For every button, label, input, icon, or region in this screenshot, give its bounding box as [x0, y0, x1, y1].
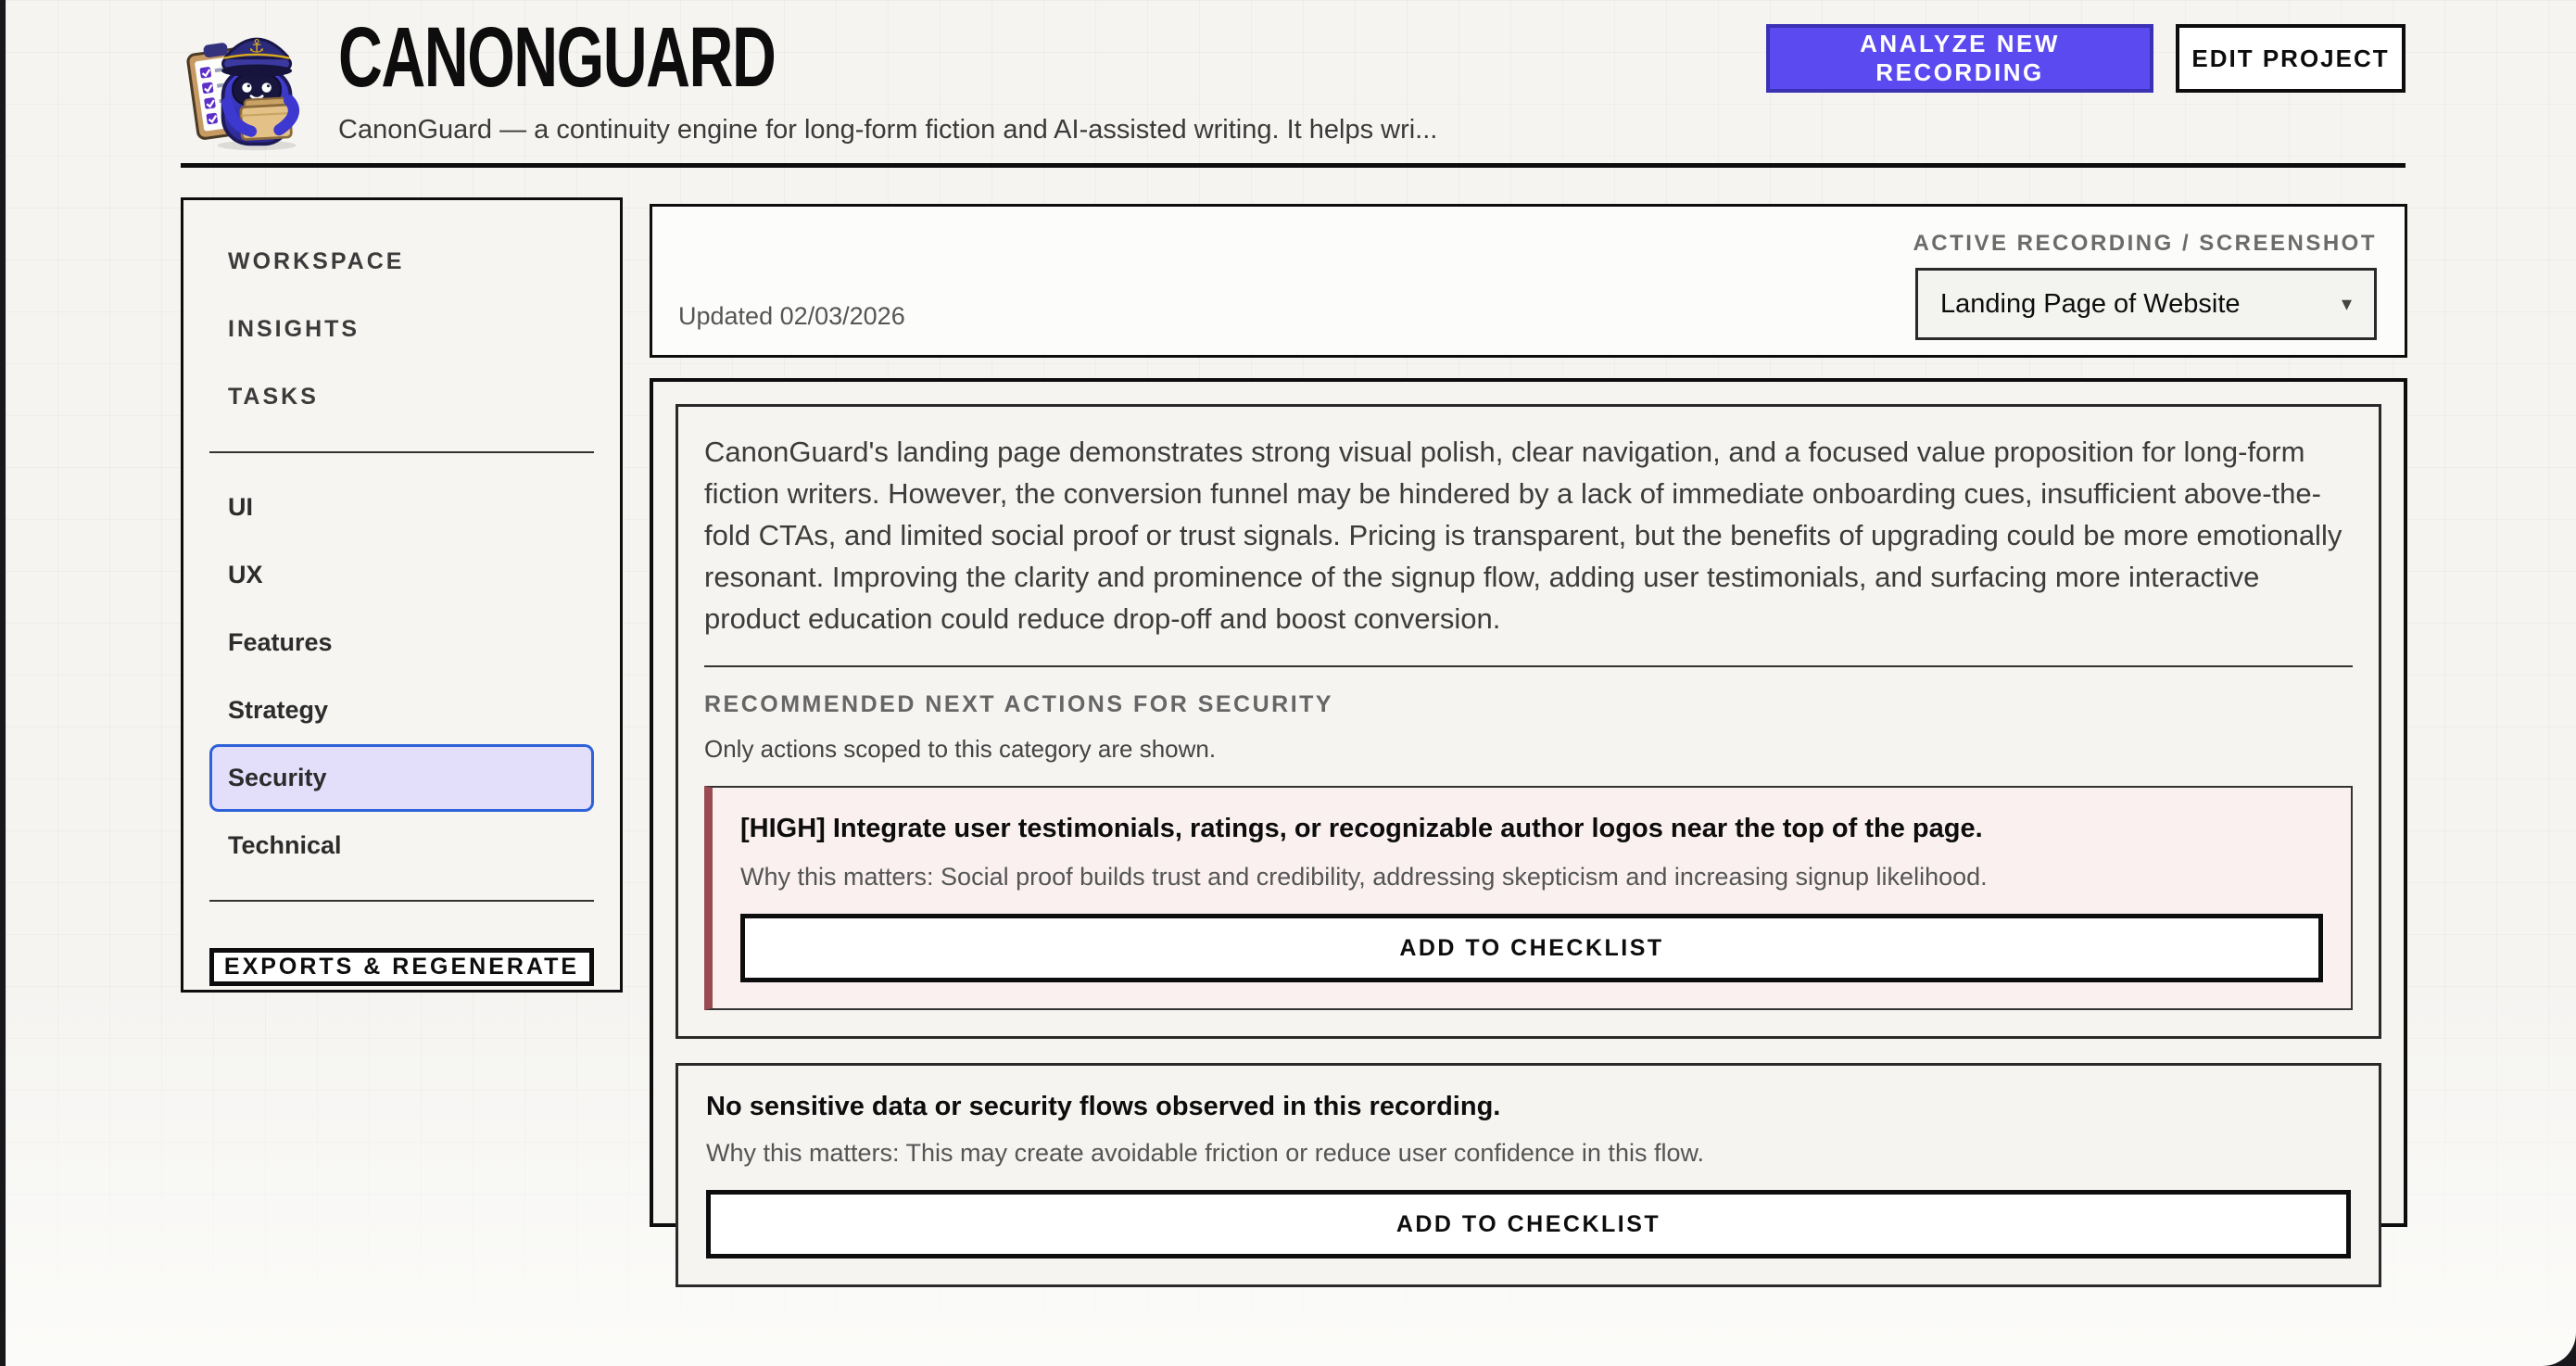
sidebar-item-features[interactable]: Features [228, 628, 333, 656]
title-block [338, 10, 1438, 145]
empty-state-why-text: Why this matters: This may create avoidable friction or reduce user confidence in this flow. [706, 1139, 1704, 1167]
svg-text:⚓: ⚓ [248, 35, 265, 57]
active-recording-select[interactable] [1915, 268, 2377, 340]
sidebar-divider-bottom [209, 900, 594, 902]
updated-timestamp: Updated 02/03/2026 [678, 302, 905, 330]
canonguard-logo [181, 13, 322, 154]
sidebar-divider [209, 451, 594, 453]
sidebar-item-strategy[interactable]: Strategy [228, 696, 329, 724]
exports-regenerate-button[interactable]: EXPORTS & REGENERATE [209, 948, 594, 986]
sidebar-item-insights[interactable]: INSIGHTS [228, 316, 360, 342]
page-subtitle: CanonGuard — a continuity engine for long-form fiction and AI-assisted writing. It helps wri... [338, 115, 1438, 145]
page-title: CANONGUARD [338, 10, 776, 105]
analysis-panel [650, 378, 2407, 1237]
scope-note: Only actions scoped to this category are shown. [704, 735, 1217, 763]
empty-state-card [676, 1063, 2381, 1287]
active-recording-value: Landing Page of Website [1940, 288, 2241, 319]
action-card-high [704, 786, 2353, 1010]
sidebar-item-ux[interactable]: UX [228, 561, 263, 588]
empty-state-title: No sensitive data or security flows observed in this recording. [706, 1092, 1501, 1121]
action-why-text: Why this matters: Social proof builds trust and credibility, addressing skepticism and increasing signup likelihood. [740, 863, 1988, 891]
header-actions [1766, 13, 2406, 93]
header-divider [181, 163, 2406, 168]
chevron-down-icon: ▾ [2341, 292, 2352, 315]
recording-header-card [650, 204, 2407, 358]
app-page [6, 0, 2576, 1366]
add-to-checklist-button[interactable]: ADD TO CHECKLIST [740, 914, 2323, 982]
summary-card [676, 404, 2381, 1039]
sidebar-item-security[interactable]: Security [209, 744, 594, 812]
sidebar-item-technical[interactable]: Technical [228, 831, 342, 859]
app-header [181, 10, 2406, 154]
main-content [650, 204, 2407, 1237]
add-to-checklist-button-empty[interactable]: ADD TO CHECKLIST [706, 1190, 2351, 1258]
action-title: [HIGH] Integrate user testimonials, ratings, or recognizable author logos near the top of the page. [740, 814, 1983, 843]
edit-project-button[interactable]: EDIT PROJECT [2176, 24, 2406, 93]
sidebar-item-ui[interactable]: UI [228, 493, 253, 521]
analysis-summary: CanonGuard's landing page demonstrates strong visual polish, clear navigation, and a focused value proposition for long-form fiction writers. However, the conversion funnel may be hindered by a lack of immediate onboarding cues, insufficient above-the-fold CTAs, and limited social proof or trust signals. Pricing is transparent, but the benefits of upgrading could be more emotionally resonant. Improving the clarity and prominence of the signup flow, adding user testimonials, and surfacing more interactive product education could reduce drop-off and boost conversion. [704, 436, 2342, 635]
recommended-actions-heading: RECOMMENDED NEXT ACTIONS FOR SECURITY [704, 691, 1334, 717]
sidebar [181, 197, 623, 993]
summary-divider [704, 665, 2353, 667]
sidebar-item-tasks[interactable]: TASKS [228, 384, 319, 410]
analyze-new-recording-button[interactable]: ANALYZE NEW RECORDING [1766, 24, 2153, 93]
active-recording-label: ACTIVE RECORDING / SCREENSHOT [1913, 231, 2377, 256]
sidebar-item-workspace[interactable]: WORKSPACE [228, 248, 405, 274]
